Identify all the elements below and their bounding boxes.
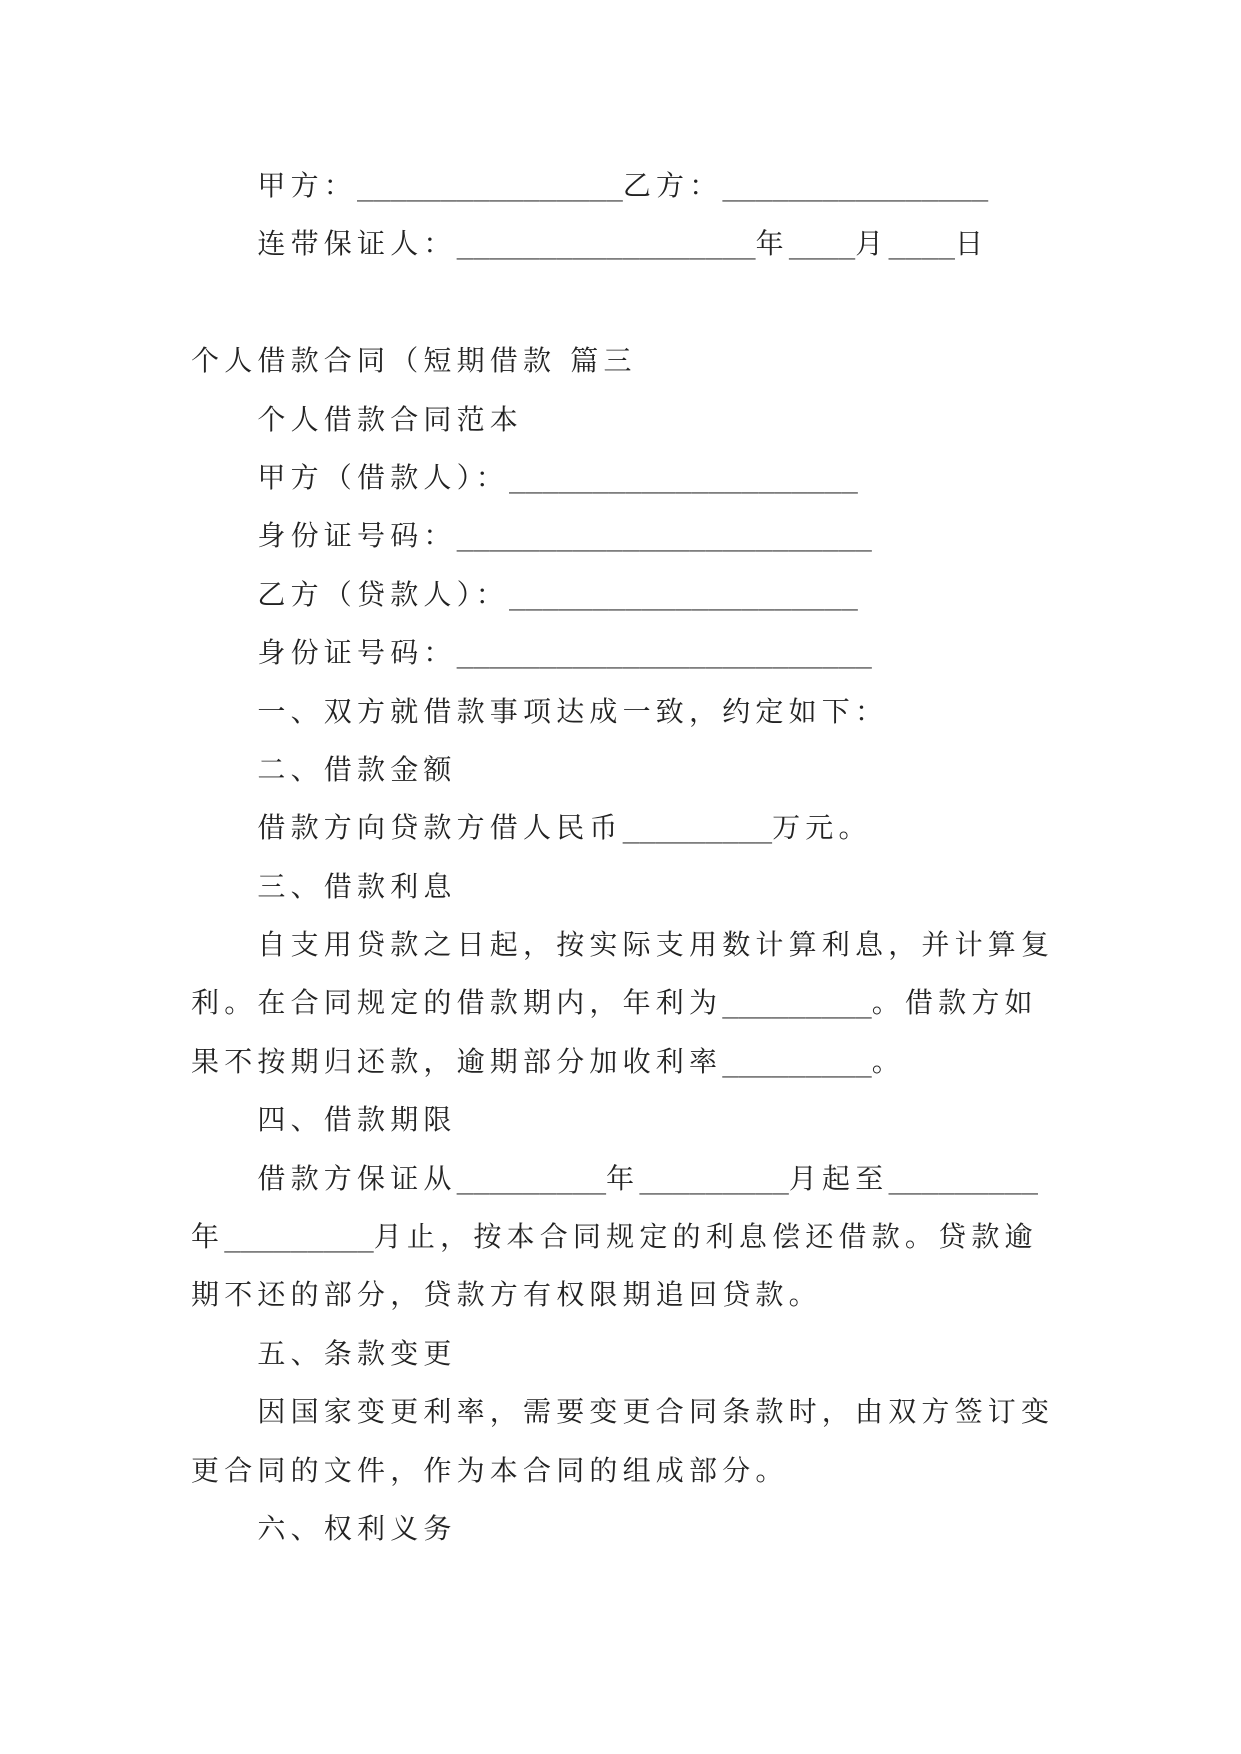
clause-2-heading-line xyxy=(191,741,1056,799)
lender-id-line xyxy=(191,624,1056,682)
clause-5-heading-line xyxy=(191,1325,1056,1383)
lender-label: 乙方（贷款人）： xyxy=(257,577,509,611)
term-text-1: 借款方保证从 xyxy=(257,1161,457,1195)
guarantor-label: 连带保证人： xyxy=(257,227,457,261)
borrower-id-label: 身份证号码： xyxy=(257,519,457,553)
spacer-line xyxy=(191,274,1056,332)
amendment-text-2: 更合同的文件，作为本合同的组成部分。 xyxy=(191,1453,789,1487)
month-label: 月 xyxy=(855,227,889,261)
clause-intro: 一、双方就借款事项达成一致，约定如下： xyxy=(257,694,889,728)
term-line-3 xyxy=(191,1266,1056,1324)
lender-id-blank: _________________________ xyxy=(456,636,872,670)
contract-title: 个人借款合同范本 xyxy=(257,402,523,436)
clause-3-heading: 三、借款利息 xyxy=(257,869,457,903)
year-label: 年 xyxy=(755,227,789,261)
guarantor-signature-blank: __________________ xyxy=(456,227,756,261)
interest-line-1 xyxy=(191,916,1056,974)
amendment-line-1 xyxy=(191,1383,1056,1441)
term-line-2 xyxy=(191,1208,1056,1266)
overdue-rate-blank: _________ xyxy=(722,1044,872,1078)
lender-line xyxy=(191,566,1056,624)
start-month-label: 月起至 xyxy=(788,1161,889,1195)
interest-line-2 xyxy=(191,974,1056,1032)
interest-text-2-after: 。借款方如 xyxy=(871,986,1038,1020)
annual-rate-blank: _________ xyxy=(722,986,872,1020)
month-blank: ____ xyxy=(788,227,856,261)
interest-text-3-after: 。 xyxy=(871,1044,905,1078)
interest-text-3: 果不按期归还款，逾期部分加收利率 xyxy=(191,1044,723,1078)
end-year-blank: _________ xyxy=(888,1161,1038,1195)
party-b-label: 乙方： xyxy=(622,169,723,202)
party-a-label: 甲方： xyxy=(257,169,357,202)
party-a-signature-blank: ________________ xyxy=(357,169,623,202)
amount-text: 借款方向贷款方借人民币 xyxy=(257,811,623,845)
day-blank: ____ xyxy=(888,227,955,261)
party-b-signature-blank: ________________ xyxy=(722,169,989,202)
lender-blank: _____________________ xyxy=(509,577,858,611)
amendment-line-2 xyxy=(191,1442,1056,1500)
start-year-label: 年 xyxy=(606,1161,640,1195)
day-label: 日 xyxy=(954,227,989,261)
amendment-text-1: 因国家变更利率，需要变更合同条款时，由双方签订变 xyxy=(257,1395,1055,1429)
interest-line-3 xyxy=(191,1033,1056,1091)
loan-amount-line xyxy=(191,799,1056,857)
end-month-blank: _________ xyxy=(224,1220,374,1254)
amount-blank: _________ xyxy=(622,811,773,845)
start-month-blank: _________ xyxy=(639,1161,789,1195)
term-text-3: 期不还的部分，贷款方有权限期追回贷款。 xyxy=(191,1278,822,1312)
guarantor-date-line xyxy=(191,215,1056,273)
start-year-blank: _________ xyxy=(456,1161,607,1195)
term-text-2: 月止，按本合同规定的利息偿还借款。贷款逾 xyxy=(373,1220,1038,1254)
clause-4-heading-line xyxy=(191,1091,1056,1149)
interest-text-1: 自支用贷款之日起，按实际支用数计算利息，并计算复 xyxy=(257,928,1055,962)
borrower-id-blank: _________________________ xyxy=(456,519,872,553)
borrower-label: 甲方（借款人）： xyxy=(257,460,509,494)
lender-id-label: 身份证号码： xyxy=(257,636,457,670)
interest-text-2: 利。在合同规定的借款期内，年利为 xyxy=(191,986,723,1020)
borrower-line xyxy=(191,449,1056,507)
section-heading: 个人借款合同（短期借款 篇三 xyxy=(191,344,637,378)
amount-unit: 万元。 xyxy=(772,811,872,845)
clause-2-heading: 二、借款金额 xyxy=(257,752,457,786)
term-line-1 xyxy=(191,1150,1056,1208)
clause-4-heading: 四、借款期限 xyxy=(257,1103,457,1137)
clause-intro-line xyxy=(191,683,1056,741)
clause-6-heading: 六、权利义务 xyxy=(257,1511,457,1545)
clause-5-heading: 五、条款变更 xyxy=(257,1336,457,1370)
section-heading-line xyxy=(191,332,1056,390)
contract-title-line xyxy=(191,391,1056,449)
end-year-label: 年 xyxy=(191,1220,225,1254)
borrower-blank: _____________________ xyxy=(509,460,858,494)
clause-6-heading-line xyxy=(191,1500,1056,1558)
clause-3-heading-line xyxy=(191,858,1056,916)
borrower-id-line xyxy=(191,507,1056,565)
signature-parties-line xyxy=(191,157,1056,215)
